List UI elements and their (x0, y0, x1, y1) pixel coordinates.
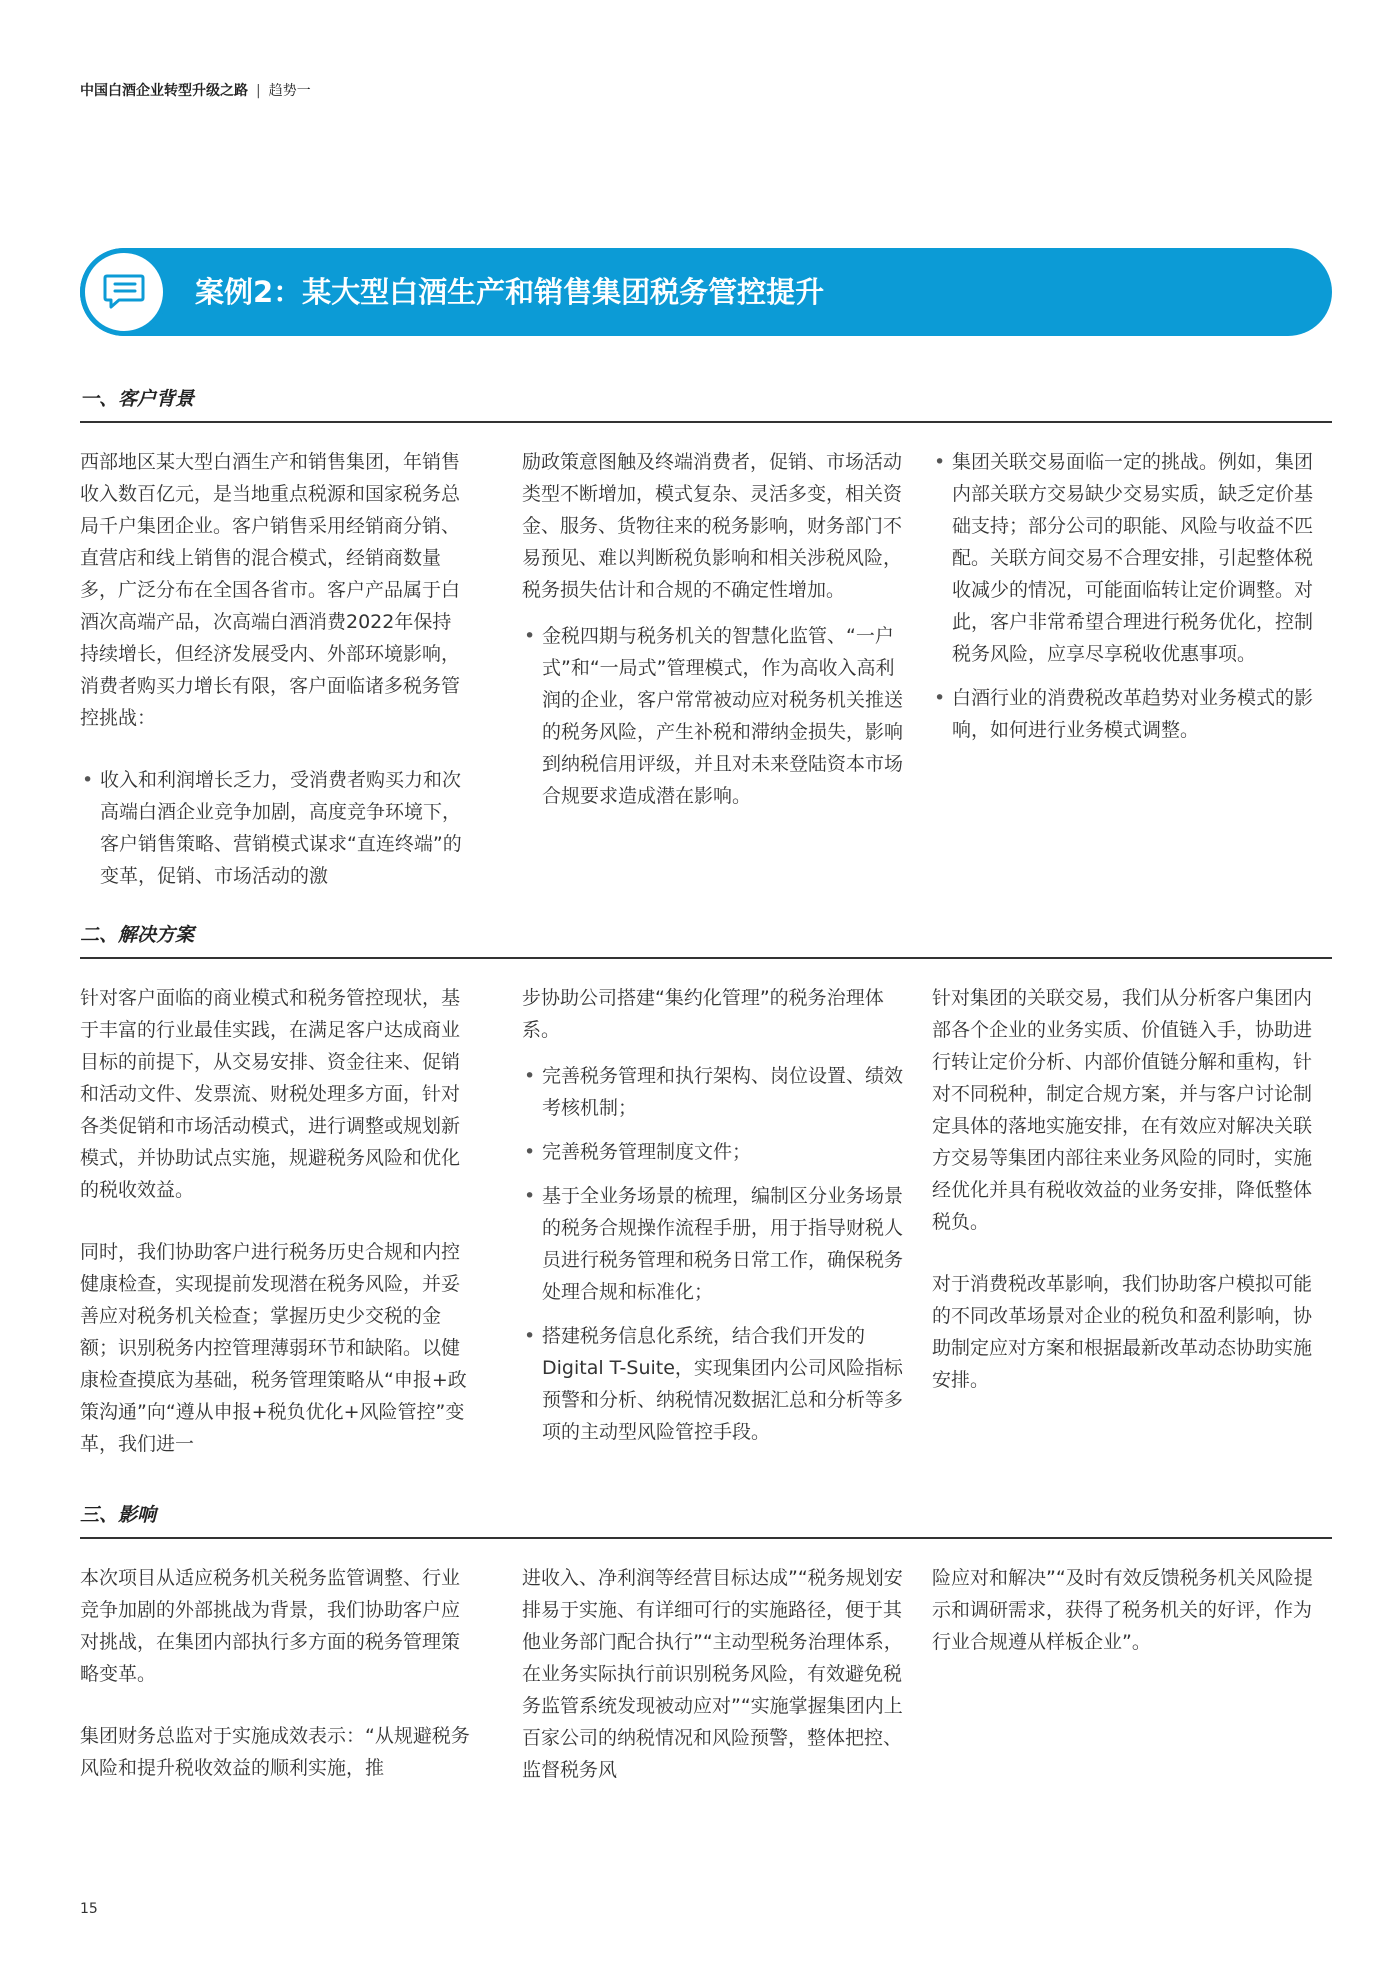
page-number: 15 (80, 1901, 98, 1917)
s2-c2-bullet-2: • 完善税务管理制度文件； (522, 1136, 912, 1168)
s2-c3-paragraph-1: 针对集团的关联交易，我们从分析客户集团内部各个企业的业务实质、价值链入手，协助进行转让定价分析、内部价值链分解和重构，针对不同税种，制定合规方案，并与客户讨论制定具体的落地实施安排，在有效应对解决关联方交易等集团内部往来业务风险的同时，实施经优化并具有税收效益的业务安排，降低整体税负。 (932, 987, 1313, 1233)
s2-c2-bullet-4: • 搭建税务信息化系统，结合我们开发的Digital T-Suite，实现集团内公司风险指标预警和分析、纳税情况数据汇总和分析等多项的主动型风险管控手段。 (522, 1320, 912, 1448)
section-title-background: 一、客户背景 (80, 384, 1332, 423)
s1-c2-bullet-1: • 金税四期与税务机关的智慧化监管、“一户式”和“一局式”管理模式，作为高收入高利润的企业，客户常常被动应对税务机关推送的税务风险，产生补税和滞纳金损失，影响到纳税信用评级，并且对未来登陆资本市场合规要求造成潜在影响。 (522, 620, 912, 812)
s1-c2-paragraph: 励政策意图触及终端消费者，促销、市场活动类型不断增加，模式复杂、灵活多变，相关资金、服务、货物往来的税务影响，财务部门不易预见、难以判断税负影响和相关涉税风险，税务损失估计和合规的不确定性增加。 (522, 451, 903, 601)
s2-c2-paragraph: 步协助公司搭建“集约化管理”的税务治理体系。 (522, 987, 884, 1041)
s1-column-3 (932, 446, 1322, 758)
header-subtitle: 趋势一 (268, 83, 311, 99)
s2-c2-bullet-3: • 基于全业务场景的梳理，编制区分业务场景的税务合规操作流程手册，用于指导财税人员进行税务管理和税务日常工作，确保税务处理合规和标准化； (522, 1180, 912, 1308)
s2-column-3 (932, 982, 1322, 1426)
s1-c3-bullet-2: • 白酒行业的消费税改革趋势对业务模式的影响，如何进行业务模式调整。 (932, 682, 1322, 746)
s2-c1-paragraph-1: 针对客户面临的商业模式和税务管控现状，基于丰富的行业最佳实践，在满足客户达成商业目标的前提下，从交易安排、资金往来、促销和活动文件、发票流、财税处理多方面，针对各类促销和市场活动模式，进行调整或规划新模式，并协助试点实施，规避税务风险和优化的税收效益。 (80, 987, 461, 1201)
s3-column-3 (932, 1562, 1322, 1688)
s1-c3-bullet-1: • 集团关联交易面临一定的挑战。例如，集团内部关联方交易缺少交易实质，缺乏定价基础支持；部分公司的职能、风险与收益不匹配。关联方间交易不合理安排，引起整体税收减少的情况，可能面临转让定价调整。对此，客户非常希望合理进行税务优化，控制税务风险，应享尽享税收优惠事项。 (932, 446, 1322, 670)
s3-c1-paragraph-2: 集团财务总监对于实施成效表示：“从规避税务风险和提升税收效益的顺利实施，推 (80, 1725, 470, 1779)
s2-column-1 (80, 982, 470, 1490)
header-title: 中国白酒企业转型升级之路 (80, 83, 248, 99)
s1-c1-paragraph: 西部地区某大型白酒生产和销售集团，年销售收入数百亿元，是当地重点税源和国家税务总局千户集团企业。客户销售采用经销商分销、直营店和线上销售的混合模式，经销商数量多，广泛分布在全国各省市。客户产品属于白酒次高端产品，次高端白酒消费2022年保持持续增长，但经济发展受内、外部环境影响，消费者购买力增长有限，客户面临诸多税务管控挑战： (80, 451, 461, 729)
s3-column-1 (80, 1562, 470, 1814)
s1-c1-bullet-1: • 收入和利润增长乏力，受消费者购买力和次高端白酒企业竞争加剧，高度竞争环境下，客户销售策略、营销模式谋求“直连终端”的变革，促销、市场活动的激 (80, 764, 470, 892)
s3-column-2 (522, 1562, 912, 1816)
header-separator: | (256, 83, 261, 99)
section-title-impact: 三、影响 (80, 1500, 1332, 1539)
s3-c3-paragraph: 险应对和解决”“及时有效反馈税务机关风险提示和调研需求，获得了税务机关的好评，作为行业合规遵从样板企业”。 (932, 1567, 1313, 1653)
case-banner (80, 248, 1332, 336)
s2-c2-bullet-1: • 完善税务管理和执行架构、岗位设置、绩效考核机制； (522, 1060, 912, 1124)
s2-c3-paragraph-2: 对于消费税改革影响，我们协助客户模拟可能的不同改革场景对企业的税负和盈利影响，协助制定应对方案和根据最新改革动态协助实施安排。 (932, 1273, 1313, 1391)
s3-c1-paragraph-1: 本次项目从适应税务机关税务监管调整、行业竞争加剧的外部挑战为背景，我们协助客户应对挑战，在集团内部执行多方面的税务管理策略变革。 (80, 1567, 461, 1685)
message-list-icon (80, 248, 168, 336)
s3-c2-paragraph: 进收入、净利润等经营目标达成”“税务规划安排易于实施、有详细可行的实施路径，便于其他业务部门配合执行”“主动型税务治理体系，在业务实际执行前识别税务风险，有效避免税务监管系统发现被动应对”“实施掌握集团内上百家公司的纳税情况和风险预警，整体把控、监督税务风 (522, 1567, 903, 1781)
s1-column-2 (522, 446, 912, 824)
s2-column-2 (522, 982, 912, 1460)
s1-column-1 (80, 446, 470, 904)
s2-c1-paragraph-2: 同时，我们协助客户进行税务历史合规和内控健康检查，实现提前发现潜在税务风险，并妥善应对税务机关检查；掌握历史少交税的金额；识别税务内控管理薄弱环节和缺陷。以健康检查摸底为基础，税务管理策略从“申报+政策沟通”向“遵从申报+税负优化+风险管控”变革，我们进一 (80, 1241, 467, 1455)
running-header (80, 80, 311, 100)
section-title-solution: 二、解决方案 (80, 920, 1332, 959)
banner-title: 案例2：某大型白酒生产和销售集团税务管控提升 (195, 275, 825, 309)
